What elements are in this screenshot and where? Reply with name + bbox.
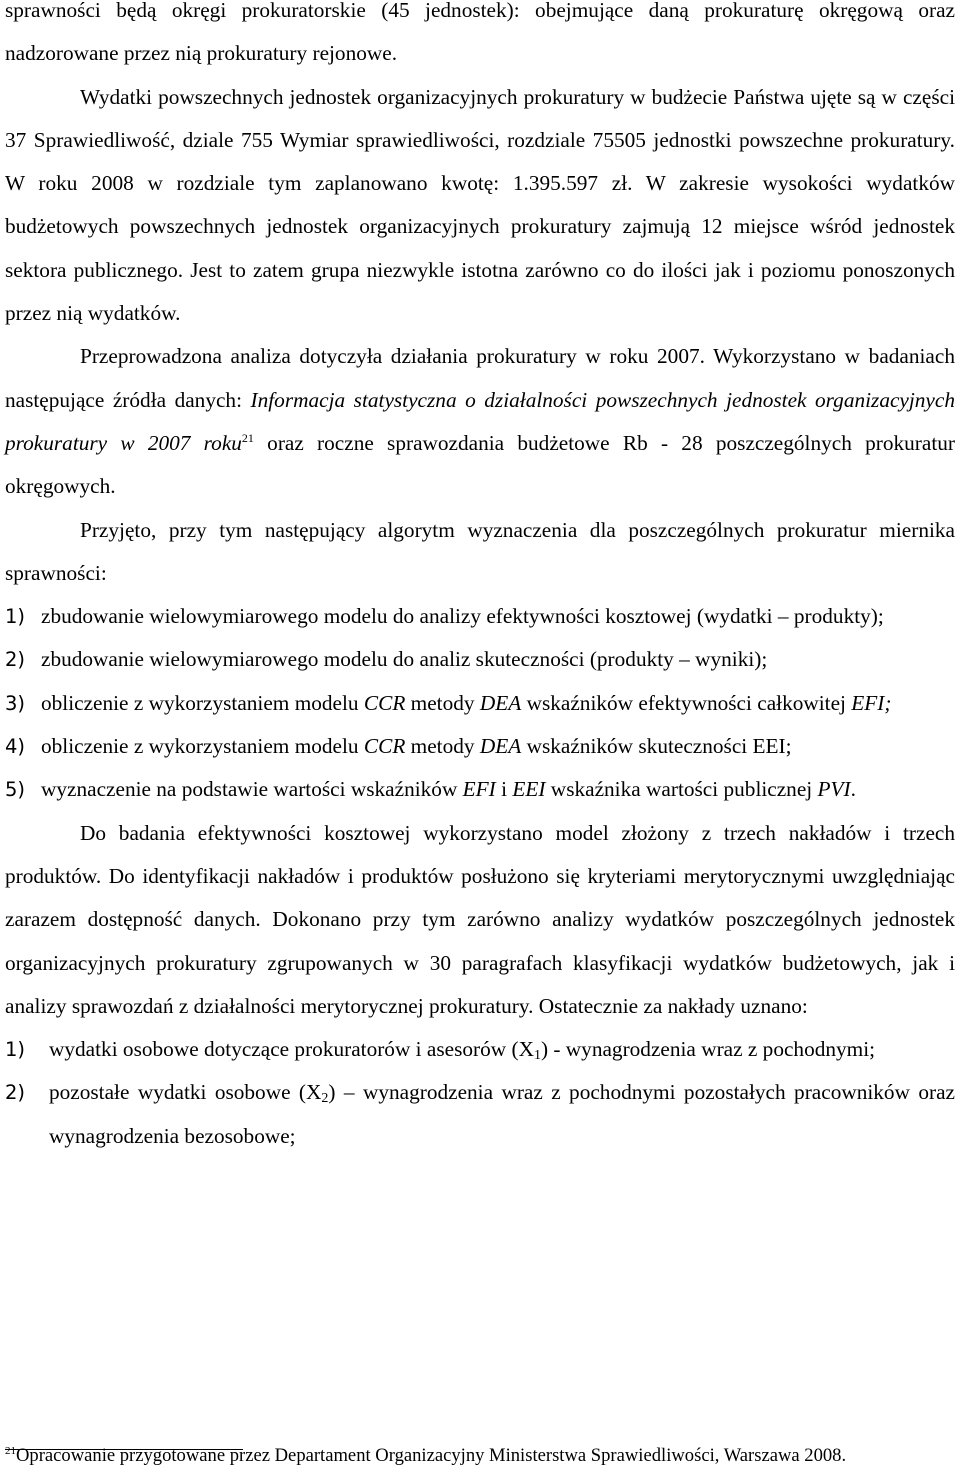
text-run: ) – wynagrodzenia wraz z pochodnymi pozostałych pracowników oraz wynagrodzenia bezosobowe;	[49, 1080, 956, 1148]
model-name: CCR	[363, 734, 406, 759]
text-run: wskaźników skuteczności EEI;	[521, 734, 792, 759]
paragraph-2: Wydatki powszechnych jednostek organizacyjnych prokuratury w budżecie Państwa ujęte są w części 37 Sprawiedliwość, dziale 755 Wymiar sprawiedliwości, rozdziale 75505 jednostki powszechne prokuratury. W roku 2008 w rozdziale tym zaplanowano kwotę: 1.395.597 zł. W zakresie wysokości wydatków budżetowych powszechnych jednostek organizacyjnych prokuratury zajmują 12 miejsce wśród jednostek sektora publicznego. Jest to zatem grupa niezwykle istotna zarówno co do ilości jak i poziomu ponoszonych przez nią wydatków.	[5, 84, 955, 326]
paragraph-3	[5, 335, 955, 508]
method-name: DEA	[479, 690, 522, 715]
list-number: 1)	[5, 1038, 26, 1062]
footnote	[5, 1444, 846, 1468]
source-title: Informacja statystyczna o działalności powszechnych jednostek organizacyjnych prokuratury w 2007 roku	[5, 387, 955, 455]
list-item	[5, 682, 955, 725]
body-text	[5, 0, 955, 1158]
text-run: obliczenie z wykorzystaniem modelu	[41, 690, 364, 715]
text-run: i	[495, 777, 513, 802]
text-run: metody	[405, 734, 480, 759]
text-run: wskaźników efektywności całkowitej	[521, 690, 852, 715]
list-item	[5, 638, 955, 681]
paragraph-3-end: oraz roczne sprawozdania budżetowe Rb - 28 poszczególnych prokuratur okręgowych.	[5, 430, 955, 499]
list-item	[5, 595, 955, 638]
list-number: 5)	[5, 778, 26, 802]
indicator-name: EFI;	[851, 690, 892, 715]
indicator-name: EFI	[462, 777, 496, 802]
paragraph-4: Przyjęto, przy tym następujący algorytm wyznaczenia dla poszczególnych prokuratur miernika sprawności:	[5, 517, 955, 585]
algorithm-list	[5, 595, 955, 811]
list-item-text	[49, 1028, 955, 1071]
text-run: wydatki osobowe dotyczące prokuratorów i asesorów (X	[49, 1037, 534, 1062]
list-number: 1)	[5, 605, 26, 629]
list-item	[5, 1028, 955, 1071]
paragraph-3-start: Przeprowadzona analiza dotyczyła działania prokuratury w roku 2007. Wykorzystano w badaniach następujące źródła danych:	[5, 344, 955, 412]
text-run: wyznaczenie na podstawie wartości wskaźników	[41, 777, 463, 802]
indicator-name: PVI	[817, 777, 851, 802]
list-number: 4)	[5, 735, 26, 759]
list-item	[5, 725, 955, 768]
footnote-text: Opracowanie przygotowane przez Departament Organizacyjny Ministerstwa Sprawiedliwości, Warszawa 2008.	[16, 1445, 847, 1466]
list-item	[5, 1071, 955, 1158]
list-number: 3)	[5, 691, 26, 715]
list-number: 2)	[5, 648, 26, 672]
list-item-text: zbudowanie wielowymiarowego modelu do analizy efektywności kosztowej (wydatki – produkty);	[41, 604, 884, 629]
subscript: 1	[533, 1048, 541, 1064]
model-name: CCR	[363, 690, 406, 715]
list-item-text	[49, 1071, 955, 1158]
text-run: obliczenie z wykorzystaniem modelu	[41, 734, 364, 759]
list-item-text: zbudowanie wielowymiarowego modelu do analiz skuteczności (produkty – wyniki);	[41, 647, 768, 672]
text-run: ) - wynagrodzenia wraz z pochodnymi;	[540, 1037, 876, 1062]
list-number: 2)	[5, 1081, 26, 1105]
method-name: DEA	[479, 734, 522, 759]
footnote-ref: 21	[241, 430, 254, 445]
subscript: 2	[321, 1091, 329, 1107]
list-item-text	[41, 725, 955, 768]
text-run: wskaźnika wartości publicznej	[545, 777, 818, 802]
text-run: metody	[405, 690, 480, 715]
text-run: pozostałe wydatki osobowe (X	[49, 1080, 322, 1105]
paragraph-5: Do badania efektywności kosztowej wykorzystano model złożony z trzech nakładów i trzech produktów. Do identyfikacji nakładów i produktów posłużono się kryteriami merytorycznymi uwzględniając zarazem dostępność danych. Dokonano przy tym zarówno analizy wydatków poszczególnych jednostek organizacyjnych prokuratury zgrupowanych w 30 paragrafach klasyfikacji wydatków budżetowych, jak i analizy sprawozdań z działalności merytorycznej prokuratury. Ostatecznie za nakłady uznano:	[5, 820, 955, 1018]
footnote-number: 21	[5, 1444, 16, 1457]
paragraph-1: sprawności będą okręgi prokuratorskie (45 jednostek): obejmujące daną prokuraturę okręgową oraz nadzorowane przez nią prokuratury rejonowe.	[5, 0, 955, 66]
list-item-text	[41, 768, 955, 811]
list-item-text	[41, 682, 955, 725]
indicator-name: EEI	[512, 777, 546, 802]
text-run: .	[850, 777, 856, 802]
list-item	[5, 768, 955, 811]
inputs-list	[5, 1028, 955, 1158]
